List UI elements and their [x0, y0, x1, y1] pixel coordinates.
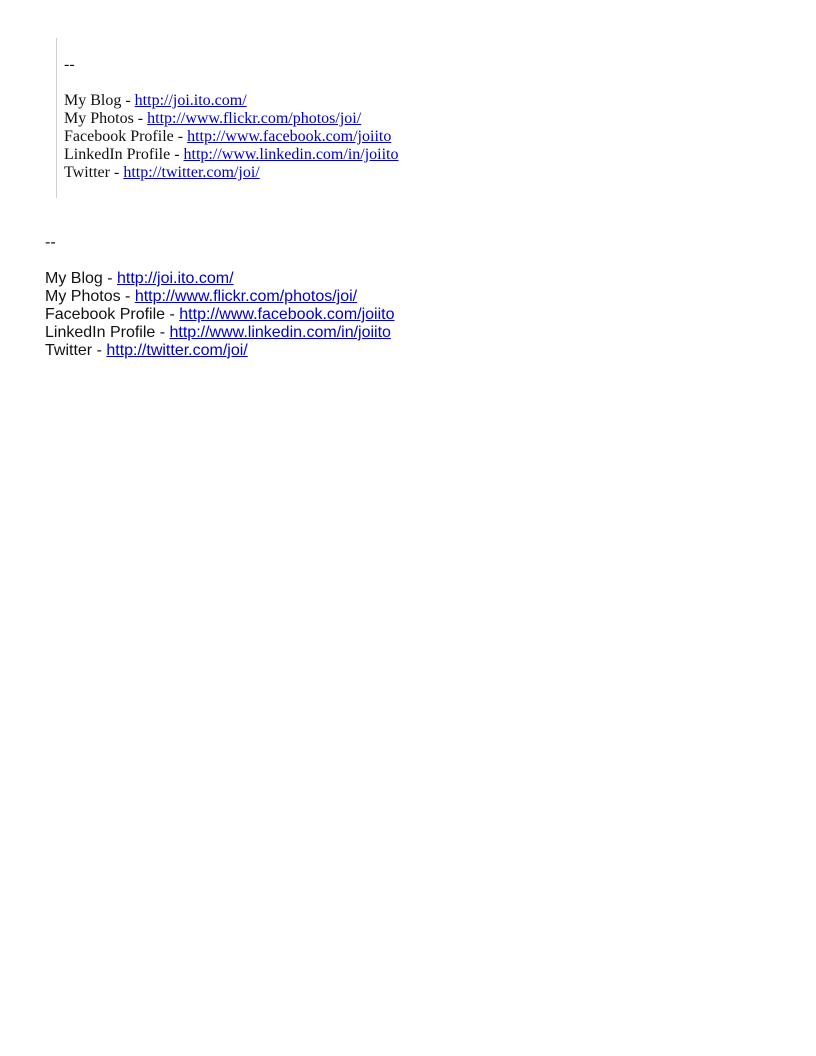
photos-label: My Photos - — [45, 288, 135, 305]
twitter-link[interactable]: http://twitter.com/joi/ — [106, 342, 248, 359]
quoted-blog-label: My Blog - — [64, 92, 135, 109]
twitter-label: Twitter - — [45, 342, 107, 359]
quoted-photos-line — [64, 110, 576, 128]
quoted-blog-link[interactable]: http://joi.ito.com/ — [134, 92, 247, 109]
facebook-link[interactable]: http://www.facebook.com/joiito — [179, 306, 395, 323]
blog-link[interactable]: http://joi.ito.com/ — [117, 270, 234, 287]
signature-block — [45, 234, 645, 360]
photos-line — [45, 288, 645, 306]
linkedin-label: LinkedIn Profile - — [45, 324, 170, 341]
quoted-facebook-line — [64, 128, 576, 146]
quoted-facebook-label: Facebook Profile - — [64, 128, 188, 145]
linkedin-link[interactable]: http://www.linkedin.com/in/joiito — [169, 324, 391, 341]
quoted-blog-line — [64, 92, 576, 110]
facebook-line — [45, 306, 645, 324]
quoted-signature-separator: -- — [64, 56, 75, 73]
signature-lines — [45, 270, 645, 360]
signature-separator: -- — [45, 234, 56, 251]
photos-link[interactable]: http://www.flickr.com/photos/joi/ — [134, 288, 358, 305]
blog-label: My Blog - — [45, 270, 118, 287]
quoted-linkedin-line — [64, 146, 576, 164]
twitter-line — [45, 342, 645, 360]
quoted-twitter-label: Twitter - — [64, 164, 124, 181]
quoted-linkedin-link[interactable]: http://www.linkedin.com/in/joiito — [183, 146, 399, 163]
quoted-facebook-link[interactable]: http://www.facebook.com/joiito — [187, 128, 392, 145]
linkedin-line — [45, 324, 645, 342]
quoted-photos-link[interactable]: http://www.flickr.com/photos/joi/ — [147, 110, 362, 127]
quoted-photos-label: My Photos - — [64, 110, 148, 127]
quoted-twitter-line — [64, 164, 576, 182]
quoted-signature-block — [56, 38, 576, 198]
quoted-linkedin-label: LinkedIn Profile - — [64, 146, 184, 163]
quoted-twitter-link[interactable]: http://twitter.com/joi/ — [123, 164, 260, 181]
blog-line — [45, 270, 645, 288]
facebook-label: Facebook Profile - — [45, 306, 180, 323]
quoted-signature-lines — [64, 92, 576, 182]
